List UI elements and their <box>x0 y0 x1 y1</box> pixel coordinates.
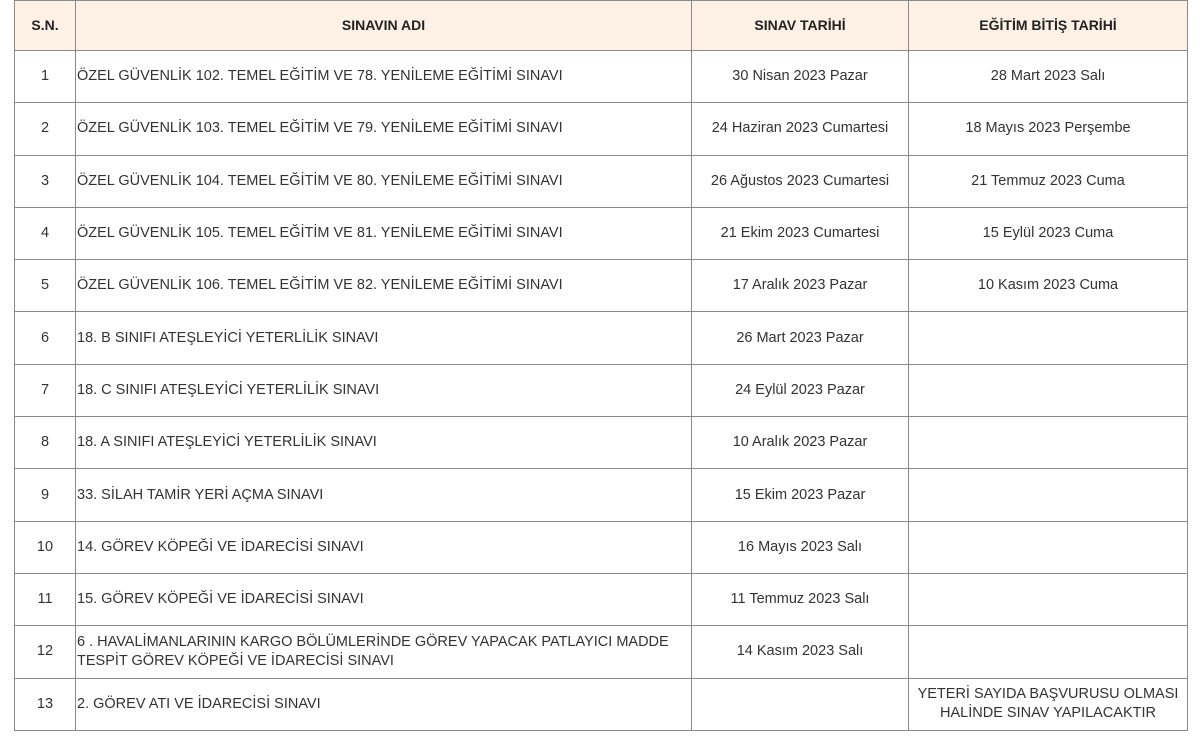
cell-exam-name: 18. A SINIFI ATEŞLEYİCİ YETERLİLİK SINAVI <box>76 417 692 469</box>
table-row <box>15 364 1188 416</box>
cell-training-end-date <box>909 626 1188 678</box>
cell-sn: 3 <box>15 155 76 207</box>
cell-exam-name: ÖZEL GÜVENLİK 105. TEMEL EĞİTİM VE 81. YENİLEME EĞİTİMİ SINAVI <box>76 207 692 259</box>
header-row <box>15 1 1188 51</box>
table-row <box>15 155 1188 207</box>
cell-training-end-date <box>909 364 1188 416</box>
header-exam-date: SINAV TARİHİ <box>692 1 909 51</box>
cell-exam-date: 26 Mart 2023 Pazar <box>692 312 909 364</box>
cell-exam-date <box>692 678 909 730</box>
header-training-end-date: EĞİTİM BİTİŞ TARİHİ <box>909 1 1188 51</box>
cell-exam-date: 30 Nisan 2023 Pazar <box>692 51 909 103</box>
header-sn: S.N. <box>15 1 76 51</box>
exam-schedule-table <box>14 0 1188 731</box>
cell-training-end-date: 10 Kasım 2023 Cuma <box>909 260 1188 312</box>
cell-sn: 2 <box>15 103 76 155</box>
table-row <box>15 417 1188 469</box>
cell-exam-name: 18. B SINIFI ATEŞLEYİCİ YETERLİLİK SINAVI <box>76 312 692 364</box>
cell-sn: 8 <box>15 417 76 469</box>
table-row <box>15 260 1188 312</box>
cell-exam-name: 18. C SINIFI ATEŞLEYİCİ YETERLİLİK SINAVI <box>76 364 692 416</box>
cell-exam-name: ÖZEL GÜVENLİK 103. TEMEL EĞİTİM VE 79. YENİLEME EĞİTİMİ SINAVI <box>76 103 692 155</box>
cell-exam-name: ÖZEL GÜVENLİK 106. TEMEL EĞİTİM VE 82. YENİLEME EĞİTİMİ SINAVI <box>76 260 692 312</box>
table-row <box>15 103 1188 155</box>
cell-exam-date: 24 Haziran 2023 Cumartesi <box>692 103 909 155</box>
cell-exam-date: 10 Aralık 2023 Pazar <box>692 417 909 469</box>
cell-sn: 9 <box>15 469 76 521</box>
cell-training-end-date: 15 Eylül 2023 Cuma <box>909 207 1188 259</box>
cell-exam-date: 14 Kasım 2023 Salı <box>692 626 909 678</box>
table-header <box>15 1 1188 51</box>
table-row <box>15 626 1188 678</box>
table-row <box>15 573 1188 625</box>
cell-training-end-date <box>909 521 1188 573</box>
cell-exam-name: 33. SİLAH TAMİR YERİ AÇMA SINAVI <box>76 469 692 521</box>
cell-training-end-date: 21 Temmuz 2023 Cuma <box>909 155 1188 207</box>
cell-training-end-date: 28 Mart 2023 Salı <box>909 51 1188 103</box>
table-row <box>15 469 1188 521</box>
cell-training-end-date <box>909 417 1188 469</box>
table-row <box>15 51 1188 103</box>
cell-training-end-date: 18 Mayıs 2023 Perşembe <box>909 103 1188 155</box>
cell-sn: 4 <box>15 207 76 259</box>
cell-sn: 11 <box>15 573 76 625</box>
cell-exam-date: 11 Temmuz 2023 Salı <box>692 573 909 625</box>
table-row <box>15 207 1188 259</box>
cell-exam-date: 24 Eylül 2023 Pazar <box>692 364 909 416</box>
cell-exam-name: 2. GÖREV ATI VE İDARECİSİ SINAVI <box>76 678 692 730</box>
cell-sn: 1 <box>15 51 76 103</box>
cell-exam-date: 16 Mayıs 2023 Salı <box>692 521 909 573</box>
cell-sn: 7 <box>15 364 76 416</box>
cell-sn: 10 <box>15 521 76 573</box>
cell-exam-name: 6 . HAVALİMANLARININ KARGO BÖLÜMLERİNDE GÖREV YAPACAK PATLAYICI MADDE TESPİT GÖREV KÖPEĞİ VE İDARECİSİ SINAVI <box>76 626 692 678</box>
cell-training-end-date <box>909 312 1188 364</box>
cell-training-end-date <box>909 573 1188 625</box>
cell-sn: 6 <box>15 312 76 364</box>
cell-exam-name: 14. GÖREV KÖPEĞİ VE İDARECİSİ SINAVI <box>76 521 692 573</box>
cell-training-end-date <box>909 469 1188 521</box>
table-row <box>15 678 1188 730</box>
cell-exam-date: 26 Ağustos 2023 Cumartesi <box>692 155 909 207</box>
table-body <box>15 51 1188 731</box>
cell-exam-name: ÖZEL GÜVENLİK 104. TEMEL EĞİTİM VE 80. YENİLEME EĞİTİMİ SINAVI <box>76 155 692 207</box>
cell-training-end-date: YETERİ SAYIDA BAŞVURUSU OLMASI HALİNDE SINAV YAPILACAKTIR <box>909 678 1188 730</box>
cell-exam-date: 21 Ekim 2023 Cumartesi <box>692 207 909 259</box>
header-exam-name: SINAVIN ADI <box>76 1 692 51</box>
table-row <box>15 521 1188 573</box>
cell-exam-name: 15. GÖREV KÖPEĞİ VE İDARECİSİ SINAVI <box>76 573 692 625</box>
table-row <box>15 312 1188 364</box>
cell-exam-date: 15 Ekim 2023 Pazar <box>692 469 909 521</box>
cell-exam-name: ÖZEL GÜVENLİK 102. TEMEL EĞİTİM VE 78. YENİLEME EĞİTİMİ SINAVI <box>76 51 692 103</box>
cell-sn: 5 <box>15 260 76 312</box>
cell-exam-date: 17 Aralık 2023 Pazar <box>692 260 909 312</box>
cell-sn: 12 <box>15 626 76 678</box>
cell-sn: 13 <box>15 678 76 730</box>
